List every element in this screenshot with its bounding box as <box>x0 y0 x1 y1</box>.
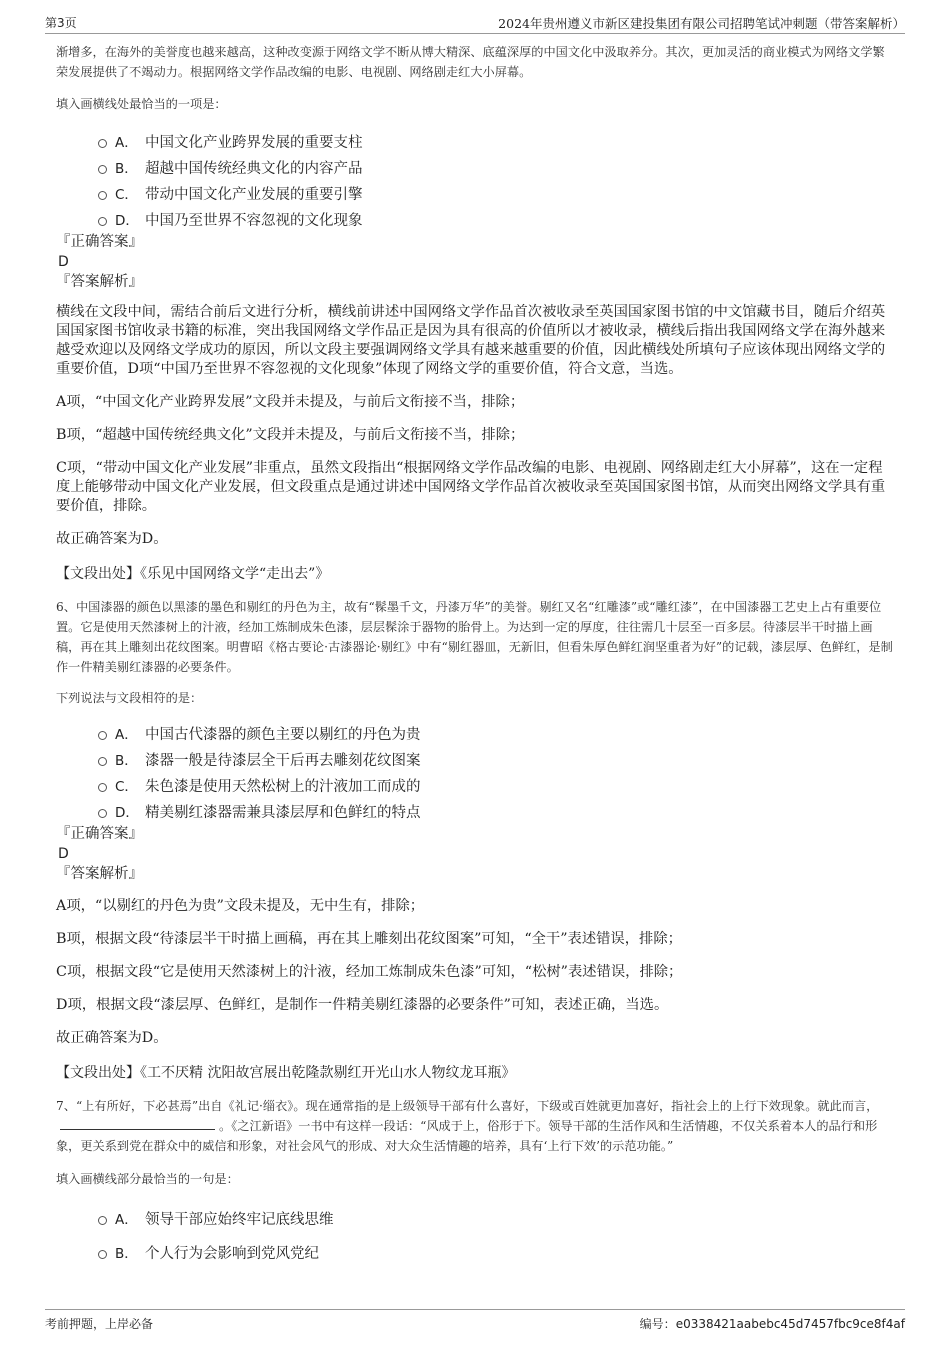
q7-option-b[interactable]: B． 个人行为会影响到党风党纪 <box>98 1235 896 1269</box>
page-footer <box>45 1309 905 1331</box>
radio-icon[interactable] <box>98 1250 107 1259</box>
q5-analysis-main: 横线在文段中间，需结合前后文进行分析，横线前讲述中国网络文学作品首次被收录至英国国家图书馆的中文馆藏书目，随后介绍英国国家图书馆收录书籍的标准，突出我国网络文学作品正是因为具有很高的价值所以才被收录，横线后指出我国网络文学在海外越来越受欢迎以及网络文学成功的原因，所以文段主要强调网络文学具有越来越重要的价值，因此横线处所填句子应该体现出网络文学的重要价值，D项“中国乃至世界不容忽视的文化现象”体现了网络文学的重要价值，符合文意，当选。 <box>56 304 886 377</box>
q7-prompt: 填入画横线部分最恰当的一句是： <box>56 1172 239 1186</box>
q6-answer: D <box>58 846 69 862</box>
q6-source: 【文段出处】《工不厌精 沈阳故宫展出乾隆款剔红开光山水人物纹龙耳瓶》 <box>56 1065 516 1081</box>
q6-analysis-d: D项，根据文段“漆层厚、色鲜红，是制作一件精美剔红漆器的必要条件”可知，表述正确，当选。 <box>56 997 669 1013</box>
radio-icon[interactable] <box>98 217 107 226</box>
q6-passage: 6、中国漆器的颜色以黑漆的墨色和剔红的丹色为主，故有“髹墨千文，丹漆万华”的美誉。剔红又名“红雕漆”或“雕红漆”，在中国漆器工艺史上占有重要位置。它是使用天然漆树上的汁液，经加工炼制成朱色漆，层层髹涂于器物的胎骨上。为达到一定的厚度，往往需几十层至一百多层。待漆层半干时描上画稿，再在其上雕刻出花纹图案。明曹昭《格古要论·古漆器论·剔红》中有“剔红器皿，无新旧，但看朱厚色鲜红润坚重者为好”的记载，漆层厚、色鲜红，是制作一件精美剔红漆器的必要条件。 <box>56 600 893 674</box>
q6-prompt: 下列说法与文段相符的是： <box>56 691 203 705</box>
radio-icon[interactable] <box>98 731 107 740</box>
radio-icon[interactable] <box>98 1216 107 1225</box>
fill-blank <box>60 1118 215 1130</box>
q5-option-c[interactable]: C． 带动中国文化产业发展的重要引擎 <box>98 180 896 206</box>
q6-option-c[interactable]: C． 朱色漆是使用天然松树上的汁液加工而成的 <box>98 772 896 798</box>
q5-passage: 渐增多，在海外的美誉度也越来越高，这种改变源于网络文学不断从博大精深、底蕴深厚的中国文化中汲取养分。其次，更加灵活的商业模式为网络文学繁荣发展提供了不竭动力。根据网络文学作品改编的电影、电视剧、网络剧走红大小屏幕。 <box>56 45 885 79</box>
q7-options <box>98 1201 896 1269</box>
document-code: 编号：e0338421aabebc45d7457fbc9ce8f4af <box>639 1317 905 1331</box>
q6-option-a[interactable]: A． 中国古代漆器的颜色主要以剔红的丹色为贵 <box>98 720 896 746</box>
q5-prompt: 填入画横线处最恰当的一项是： <box>56 97 227 111</box>
q5-source: 【文段出处】《乐见中国网络文学“走出去”》 <box>56 566 330 582</box>
q7-passage: 7、“上有所好，下必甚焉”出自《礼记·缁衣》。现在通常指的是上级领导干部有什么喜好，下级或百姓就更加喜好，指社会上的上行下效现象。就此而言，。《之江新语》一书中有这样一段话：“风成于上，俗形于下。领导干部的生活作风和生活情趣，不仅关系着本人的品行和形象，更关系到党在群众中的威信和形象，对社会风气的形成、对大众生活情趣的培养，具有‘上行下效’的示范功能。” <box>56 1099 879 1153</box>
page-number: 第3页 <box>45 16 77 30</box>
radio-icon[interactable] <box>98 757 107 766</box>
radio-icon[interactable] <box>98 165 107 174</box>
q5-option-a[interactable]: A． 中国文化产业跨界发展的重要支柱 <box>98 128 896 154</box>
q5-option-d[interactable]: D． 中国乃至世界不容忽视的文化现象 <box>98 206 896 232</box>
radio-icon[interactable] <box>98 191 107 200</box>
radio-icon[interactable] <box>98 139 107 148</box>
q6-analysis-c: C项，根据文段“它是使用天然漆树上的汁液，经加工炼制成朱色漆”可知，“松树”表述错误，排除； <box>56 964 683 980</box>
q5-options <box>98 128 896 232</box>
q5-analysis-label: 『答案解析』 <box>56 274 143 290</box>
q6-answer-label: 『正确答案』 <box>56 826 143 842</box>
document-title: 2024年贵州遵义市新区建投集团有限公司招聘笔试冲刺题（带答案解析） <box>498 16 905 31</box>
q5-conclusion: 故正确答案为D。 <box>56 531 168 547</box>
q6-conclusion: 故正确答案为D。 <box>56 1030 168 1046</box>
q5-analysis-b: B项，“超越中国传统经典文化”文段并未提及，与前后文衔接不当，排除； <box>56 427 525 443</box>
q5-analysis-a: A项，“中国文化产业跨界发展”文段并未提及，与前后文衔接不当，排除； <box>56 394 525 410</box>
q6-analysis-a: A项，“以剔红的丹色为贵”文段未提及，无中生有，排除； <box>56 898 425 914</box>
q7-option-a[interactable]: A． 领导干部应始终牢记底线思维 <box>98 1201 896 1235</box>
q5-analysis-c: C项，“带动中国文化产业发展”非重点，虽然文段指出“根据网络文学作品改编的电影、电视剧、网络剧走红大小屏幕”，这在一定程度上能够带动中国文化产业发展，但文段重点是通过讲述中国网络文学作品首次被收录至英国国家图书馆，从而突出网络文学具有重要价值，排除。 <box>56 460 886 514</box>
q6-analysis-b: B项，根据文段“待漆层半干时描上画稿，再在其上雕刻出花纹图案”可知，“全干”表述错误，排除； <box>56 931 682 947</box>
q6-option-d[interactable]: D． 精美剔红漆器需兼具漆层厚和色鲜红的特点 <box>98 798 896 824</box>
footer-slogan: 考前押题，上岸必备 <box>45 1317 154 1331</box>
q5-answer: D <box>58 254 69 270</box>
content <box>56 42 896 1269</box>
q6-options <box>98 720 896 824</box>
radio-icon[interactable] <box>98 809 107 818</box>
q6-analysis-label: 『答案解析』 <box>56 866 143 882</box>
q5-option-b[interactable]: B． 超越中国传统经典文化的内容产品 <box>98 154 896 180</box>
q5-answer-label: 『正确答案』 <box>56 234 143 250</box>
radio-icon[interactable] <box>98 783 107 792</box>
page-header <box>45 12 905 34</box>
q6-option-b[interactable]: B． 漆器一般是待漆层全干后再去雕刻花纹图案 <box>98 746 896 772</box>
